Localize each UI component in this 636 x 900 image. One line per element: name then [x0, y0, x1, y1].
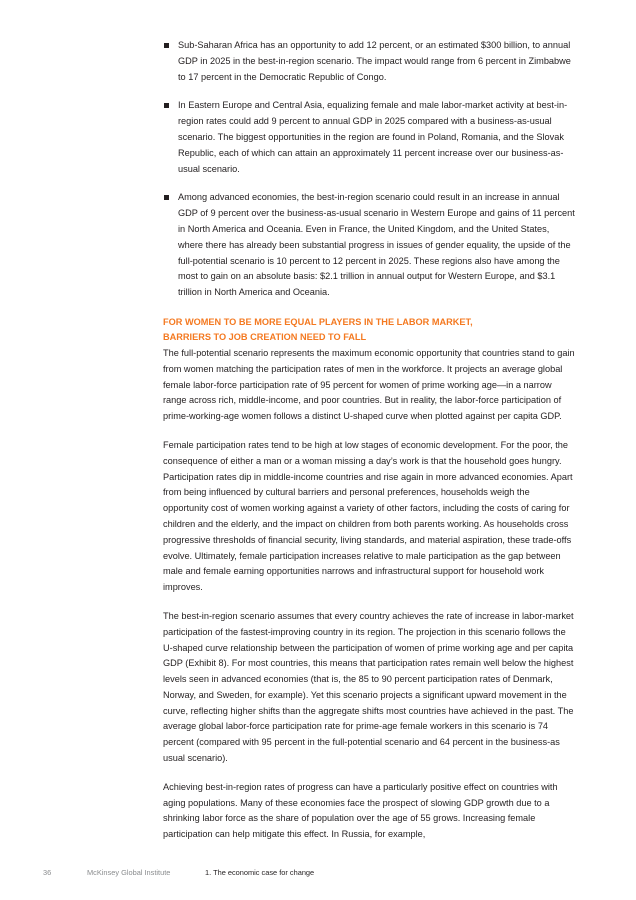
- chapter-title: 1. The economic case for change: [205, 868, 315, 877]
- bullet-item-eastern-europe: [163, 98, 575, 177]
- bullet-text: In Eastern Europe and Central Asia, equalizing female and male labor-market activity at best-in-region rates could add 9 percent to annual GDP in 2025 compared with a business-as-usual scenario. The biggest opportunities in the region are found in Poland, Romania, and the Slovak Republic, each of which can attain an approximately 11 percent increase over our business-as-usual scenario.: [178, 100, 568, 174]
- bullet-text: Among advanced economies, the best-in-region scenario could result in an increase in annual GDP of 9 percent over the business-as-usual scenario in Western Europe and gains of 11 percent in North America and Oceania. Even in France, the United Kingdom, and the United States, where there has already been substantial progress in issues of gender equality, the upside of the full-potential scenario is 10 percent to 12 percent in 2025. These regions also have among the most to gain on an absolute basis: $2.1 trillion in annual output for Western Europe, and $3.1 trillion in North America and Oceania.: [178, 192, 575, 298]
- paragraph-full-potential: The full-potential scenario represents the maximum economic opportunity that countries stand to gain from women matching the participation rates of men in the workforce. It projects an average global female labor-force participation rate of 95 percent for women of prime working age—in a narrow range across rich, middle-income, and poor countries. But in reality, the labor-force participation of prime-working-age women follows a distinct U-shaped curve when plotted against per capita GDP.: [163, 347, 575, 422]
- main-content: [163, 38, 575, 856]
- bullet-item-advanced-economies: [163, 190, 575, 301]
- page-footer: [0, 868, 636, 882]
- bullet-item-sub-saharan-africa: [163, 38, 575, 85]
- section-heading-line-2: BARRIERS TO JOB CREATION NEED TO FALL: [163, 332, 367, 343]
- bullet-text: Sub-Saharan Africa has an opportunity to add 12 percent, or an estimated $300 billion, to annual GDP in 2025 in the best-in-region scenario. The impact would range from 6 percent in Zimbabwe to 17 percent in the Democratic Republic of Congo.: [178, 40, 571, 82]
- square-bullet-icon: [164, 103, 169, 108]
- paragraph-aging-populations: Achieving best-in-region rates of progress can have a particularly positive effect on countries with aging populations. Many of these economies face the prospect of slowing GDP growth due to a shrinking labor force as the share of population over the age of 55 grows. Increasing female participation can help mitigate this effect. In Russia, for example,: [163, 781, 558, 840]
- paragraph-female-participation: Female participation rates tend to be high at low stages of economic development. For the poor, the consequence of either a man or a woman missing a day’s work is that the household goes hungry. Participation rates dip in middle-income countries and rise again in more advanced economies. Apart from being influenced by cultural barriers and personal preferences, households weigh the opportunity cost of women working against a variety of other factors, including the costs of caring for children and the elderly, and the impact on children from both parents working. As households cross progressive thresholds of financial security, living standards, and material aspiration, these trade-offs evolve. Ultimately, female participation increases relative to male participation as the gap between male and female earning opportunities narrows and infrastructural support for household work improves.: [163, 439, 573, 593]
- paragraph-best-in-region: The best-in-region scenario assumes that every country achieves the rate of increase in labor-market participation of the fastest-improving country in its region. The projection in this scenario follows the U-shaped curve relationship between the participation of women of prime working age and per capita GDP (Exhibit 8). For most countries, this means that participation rates remain well below the highest levels seen in advanced economies (that is, the 85 to 90 percent participation rates of Denmark, Norway, and Sweden, for example). Yet this scenario projects a significant upward movement in the curve, reflecting higher shifts than the aggregate shifts most countries have achieved in the past. The average global labor-force participation rate for prime-age female workers in this scenario is 74 percent (compared with 95 percent in the full-potential scenario and 64 percent in the business-as usual scenario).: [163, 610, 574, 764]
- bullet-list: [163, 38, 575, 301]
- section-heading: [163, 315, 575, 346]
- page-number: 36: [43, 868, 52, 877]
- square-bullet-icon: [164, 195, 169, 200]
- square-bullet-icon: [164, 43, 169, 48]
- publisher-name: McKinsey Global Institute: [87, 868, 171, 877]
- section-heading-line-1: FOR WOMEN TO BE MORE EQUAL PLAYERS IN THE LABOR MARKET,: [163, 316, 473, 327]
